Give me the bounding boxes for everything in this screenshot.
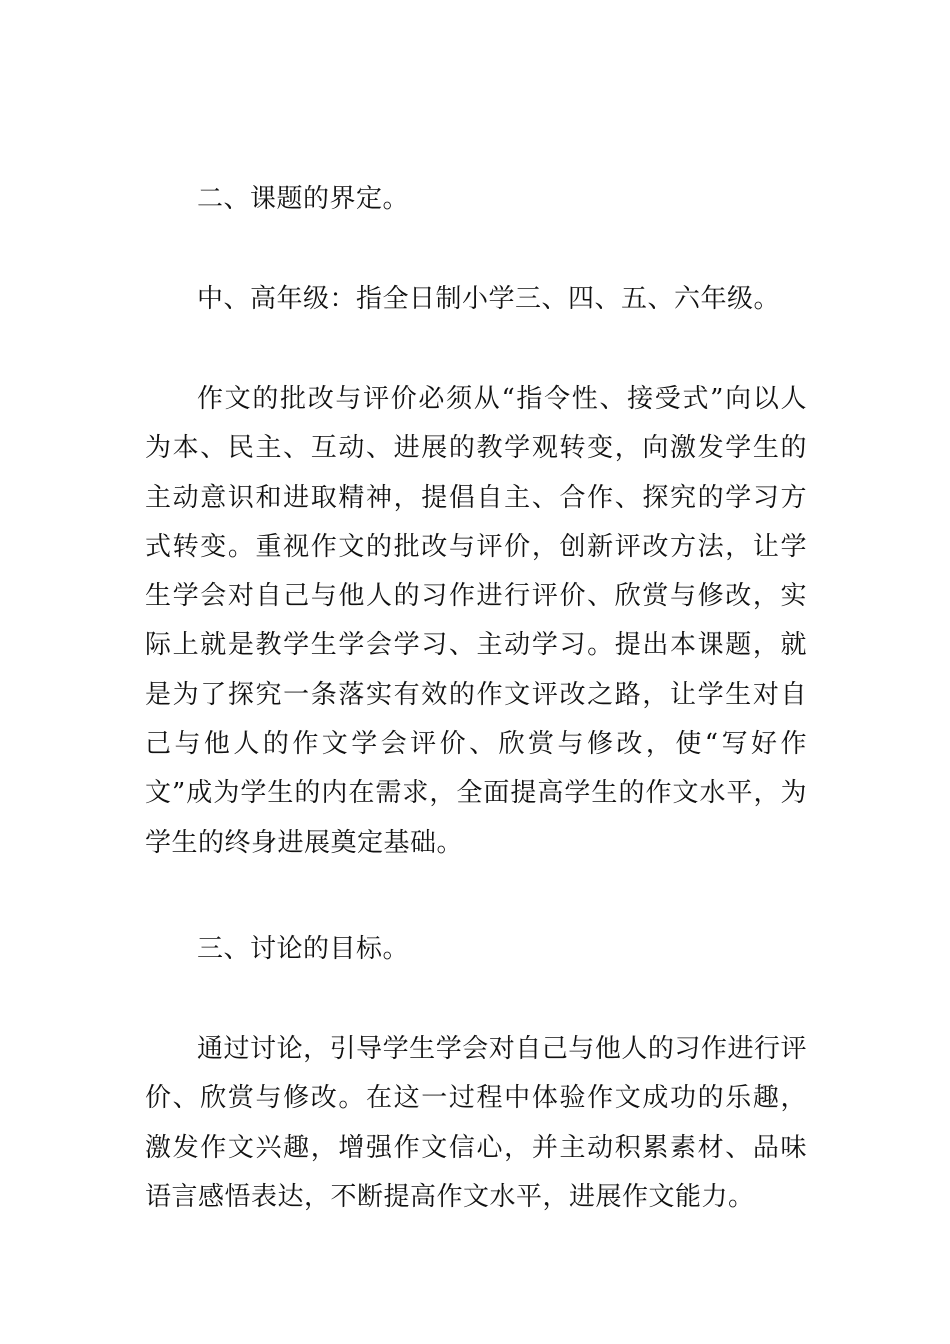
paragraph-grade-definition: 中、高年级：指全日制小学三、四、五、六年级。 [197,284,781,314]
section-heading-definition: 二、课题的界定。 [197,184,410,214]
paragraph-rationale: 作文的批改与评价必须从“指令性、接受式”向以人为本、民主、互动、进展的教学观转变，向激发学生的主动意识和进取精神，提倡自主、合作、探究的学习方式转变。重视作文的批改与评价，创新评改方法，让学生学会对自己与他人的习作进行评价、欣赏与修改，实际上就是教学生学会学习、主动学习。提出本课题，就是为了探究一条落实有效的作文评改之路，让学生对自己与他人的作文学会评价、欣赏与修改，使“写好作文”成为学生的内在需求，全面提高学生的作文水平，为学生的终身进展奠定基础。 [145,384,807,858]
paragraph-goals: 通过讨论，引导学生学会对自己与他人的习作进行评价、欣赏与修改。在这一过程中体验作文成功的乐趣，激发作文兴趣，增强作文信心，并主动积累素材、品味语言感悟表达，不断提高作文水平，进展作文能力。 [145,1034,807,1212]
section-heading-goals: 三、讨论的目标。 [197,934,410,964]
